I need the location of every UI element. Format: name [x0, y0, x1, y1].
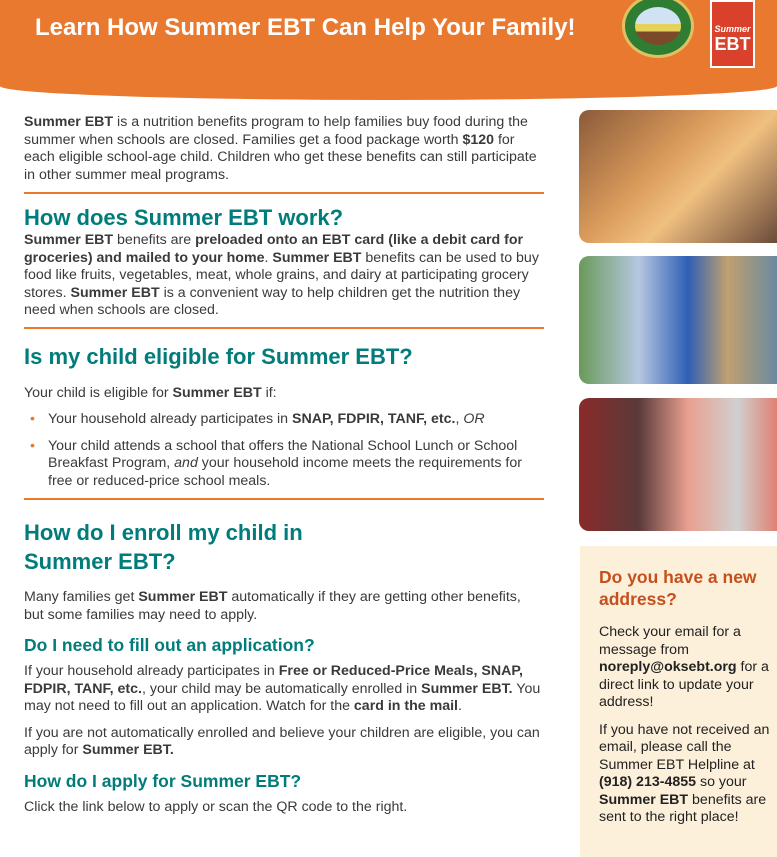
intro-paragraph: Summer EBT is a nutrition benefits program to help families buy food during the summer when schools are closed. Families get a food package worth $120 for each eligible school-age child. Children who get these benefits can still participate in other summer meal programs.: [24, 114, 537, 183]
subheading-application: Do I need to fill out an application?: [24, 635, 315, 655]
main-content: [24, 114, 544, 816]
photo-family-cooking: [579, 110, 777, 243]
apply-paragraph: Click the link below to apply or scan the QR code to the right.: [24, 798, 408, 815]
application-paragraph: If your household already participates in Free or Reduced-Price Meals, SNAP, FDPIR, TANF, etc., your child may be automatically enrolled in Summer EBT. You may not need to fill out an application. Watch for the card in the mail.: [24, 663, 541, 714]
subheading-apply: How do I apply for Summer EBT?: [24, 770, 302, 791]
divider: [24, 192, 544, 194]
divider: [24, 327, 544, 329]
email-link[interactable]: noreply@oksebt.org: [599, 659, 737, 675]
divider: [24, 498, 544, 500]
not-enrolled-paragraph: If you are not automatically enrolled and believe your children are eligible, you can apply for Summer EBT.: [24, 724, 540, 758]
callout-phone-paragraph: If you have not received an email, please call the Summer EBT Helpline at (918) 213-4855 so your Summer EBT benefits are sent to the right place!: [599, 721, 770, 825]
section-heading-enroll: How do I enroll my child in Summer EBT?: [24, 520, 303, 574]
eligibility-list: [24, 411, 544, 490]
callout-email-paragraph: Check your email for a message from noreply@oksebt.org for a direct link to update your address!: [599, 624, 769, 710]
summer-ebt-logo: Summer EBT: [710, 0, 755, 68]
phone-number[interactable]: (918) 213-4855: [599, 774, 697, 790]
new-address-callout: [580, 546, 777, 857]
muscogee-nation-seal-logo: [622, 0, 694, 58]
list-item: • Your child attends a school that offers the National School Lunch or School Breakfast Program, and your household income meets the requirements for free or reduced-price school meals.: [48, 438, 544, 491]
photo-child-in-cart: [579, 256, 777, 384]
list-item: • Your household already participates in SNAP, FDPIR, TANF, etc., OR: [48, 411, 544, 429]
callout-heading: Do you have a new address?: [599, 567, 757, 609]
how-it-works-paragraph: Summer EBT benefits are preloaded onto an EBT card (like a debit card for groceries) and mailed to your home. Summer EBT benefits can be used to buy food like fruits, vegetables, meat, whole grains, and dairy at participating grocery stores. Summer EBT is a convenient way to help children get the nutrition they need when schools are closed.: [24, 232, 539, 318]
section-heading-eligibility: Is my child eligible for Summer EBT?: [24, 343, 413, 369]
section-heading-how-it-works: How does Summer EBT work?: [24, 205, 344, 230]
page-title: Learn How Summer EBT Can Help Your Family!: [35, 14, 576, 41]
enroll-paragraph: Many families get Summer EBT automatically if they are getting other benefits, but some families may need to apply.: [24, 589, 521, 623]
eligibility-lead: Your child is eligible for Summer EBT if:: [24, 384, 277, 401]
header-banner: [0, 0, 777, 100]
photo-grandmother-child: [579, 398, 777, 531]
